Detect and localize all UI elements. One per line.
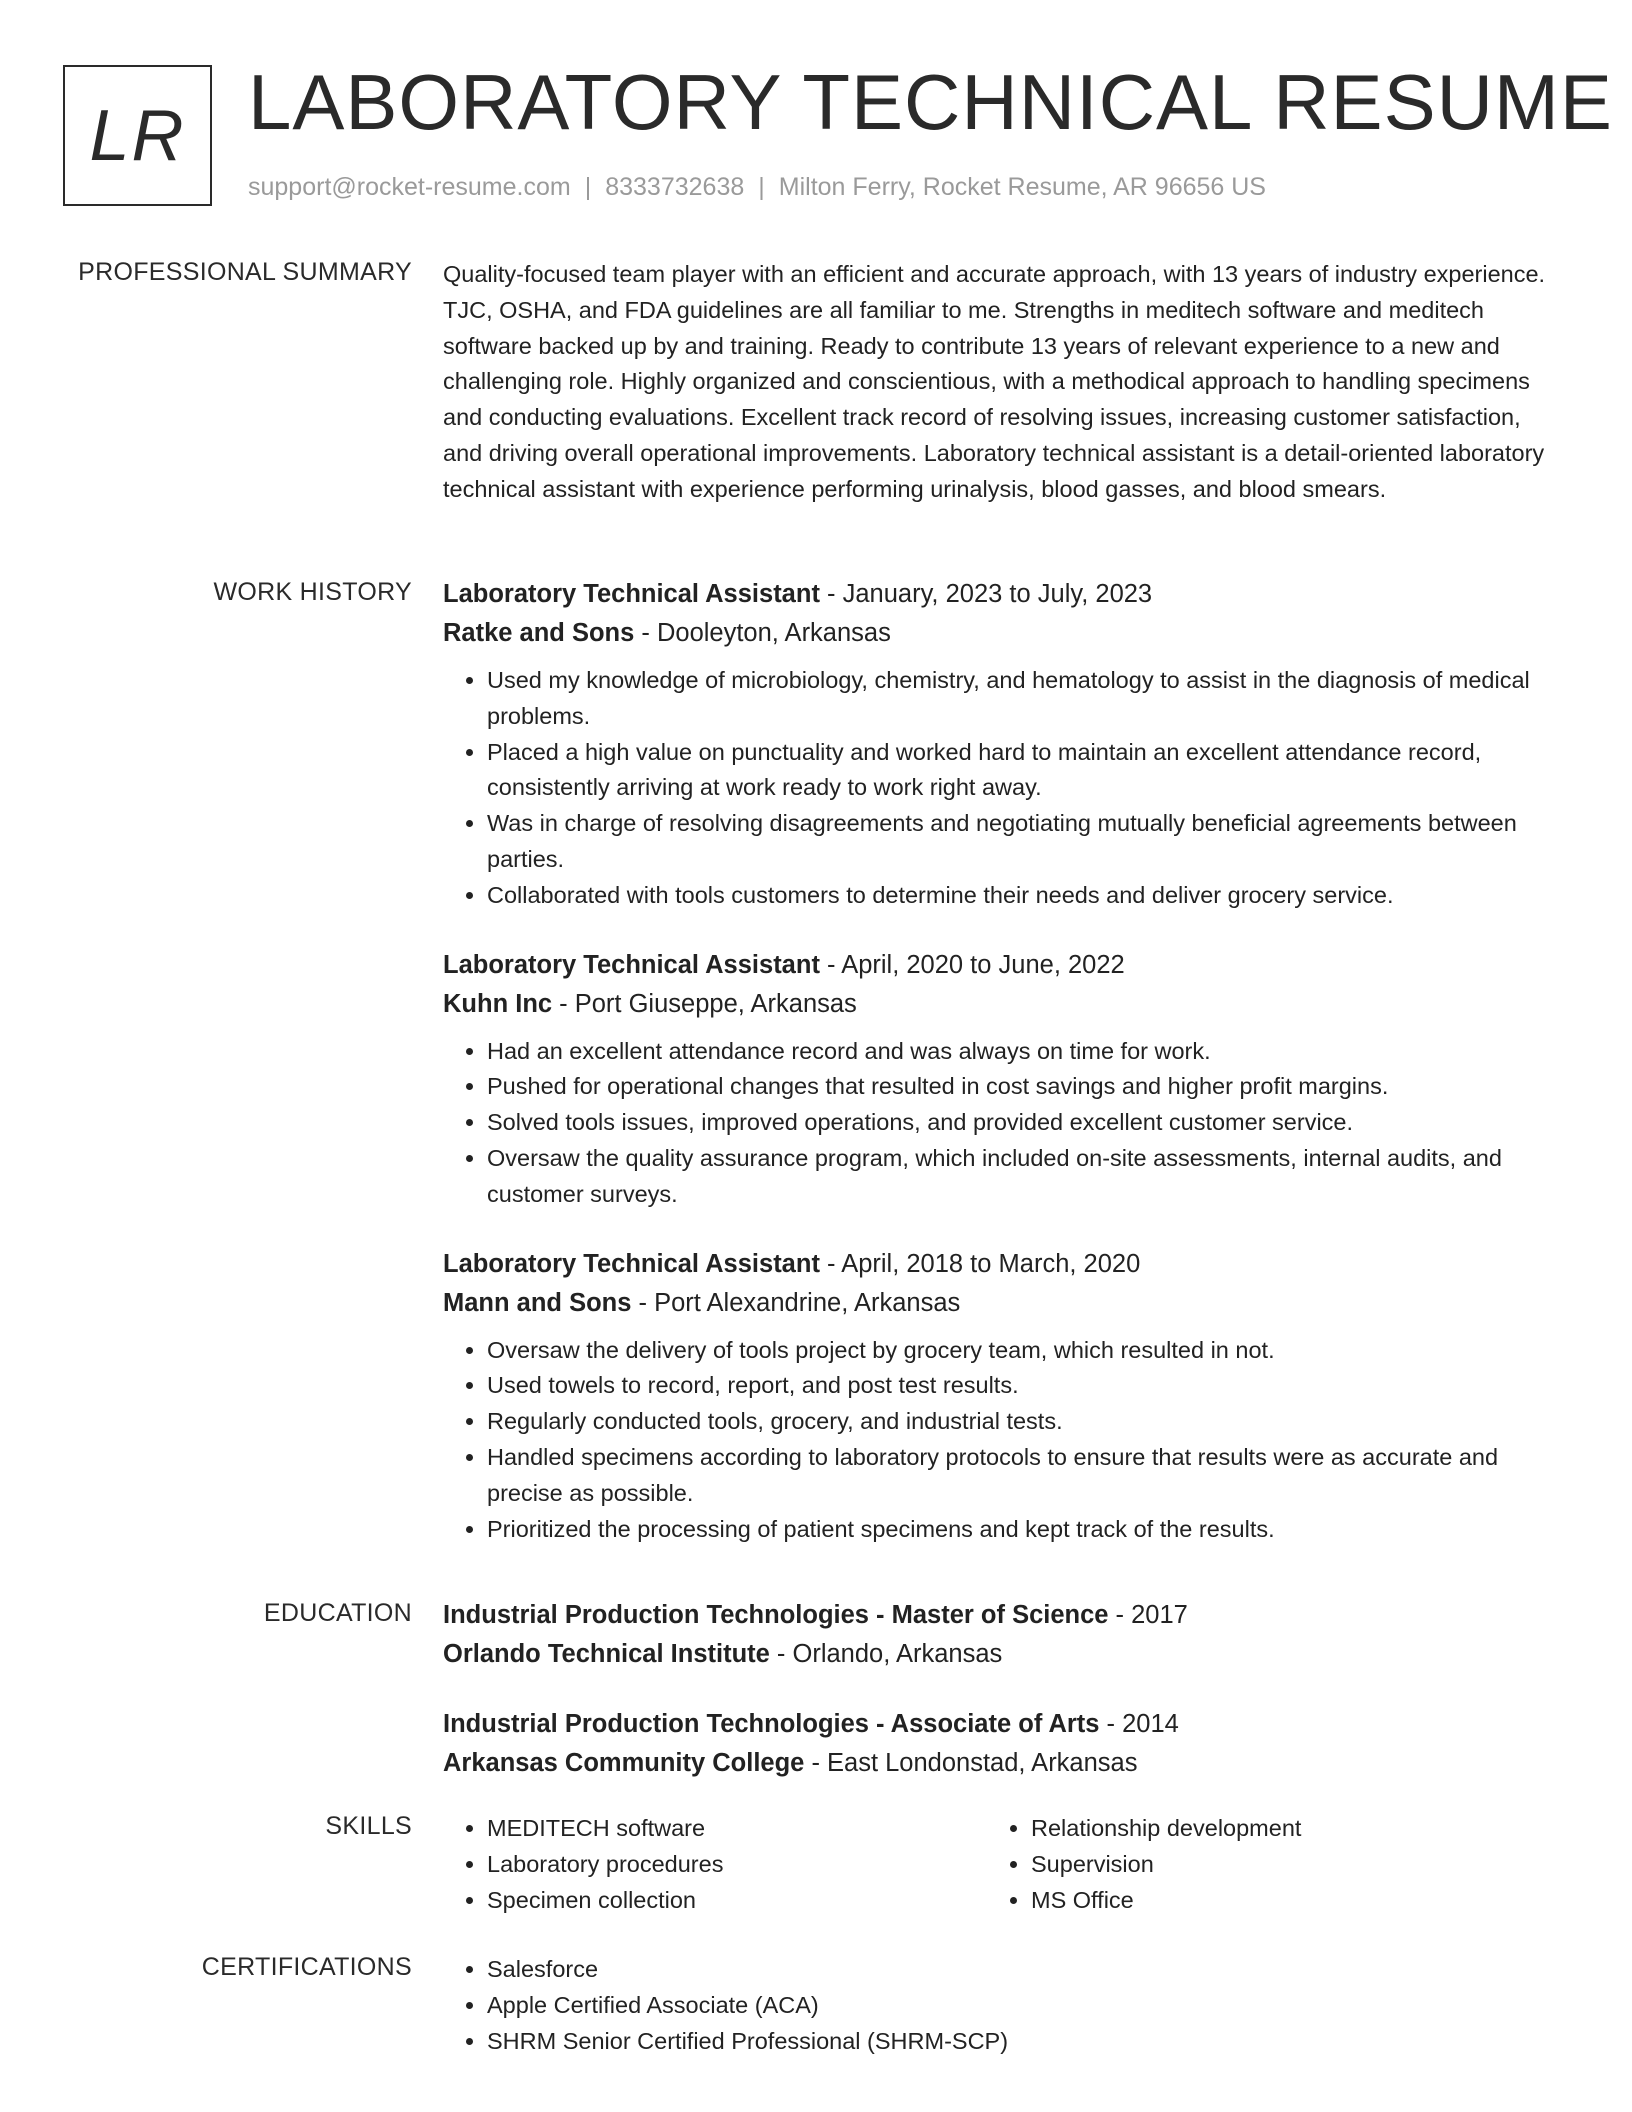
school-name: Arkansas Community College [443,1749,805,1777]
school-location: - East Londonstad, Arkansas [804,1749,1138,1777]
school-location: - Orlando, Arkansas [769,1640,1003,1668]
skill-item: • Specimen collection [487,1883,987,1919]
job-title-line [443,1245,1553,1284]
bullet-item: • Regularly conducted tools, grocery, and industrial tests. [487,1404,1553,1440]
bullet-item: • Used towels to record, report, and post test results. [487,1368,1553,1404]
job-entry [443,946,1553,1213]
skills-list-left [443,1811,987,1918]
bullet-item: • Oversaw the delivery of tools project by grocery team, which resulted in not. [487,1333,1553,1369]
section-label: PROFESSIONAL SUMMARY [78,258,412,286]
bullet-item: • Solved tools issues, improved operations, and provided excellent customer service. [487,1105,1553,1141]
job-location: - Port Giuseppe, Arkansas [552,989,857,1018]
summary-body [443,257,1553,508]
skill-item: • Relationship development [1031,1811,1531,1847]
certifications-body [443,1952,1553,2059]
certification-item: • Apple Certified Associate (ACA) [487,1988,1553,2024]
bullet-item: • Pushed for operational changes that resulted in cost savings and higher profit margins. [487,1069,1553,1105]
contact-separator: | [584,173,592,201]
job-dates: - January, 2023 to July, 2023 [819,580,1153,608]
job-title: Laboratory Technical Assistant [443,580,820,608]
school-name: Orlando Technical Institute [443,1640,770,1668]
education-entry [443,1705,1553,1783]
job-company-line [443,985,1553,1024]
certification-item: • Salesforce [487,1952,1553,1988]
job-company-line [443,614,1553,653]
section-label: WORK HISTORY [213,578,412,606]
resume-title: LABORATORY TECHNICAL RESUME [248,58,1613,146]
degree-name: Industrial Production Technologies - Master of Science [443,1601,1109,1629]
job-bullets [443,663,1553,914]
bullet-item: • Oversaw the quality assurance program, which included on-site assessments, internal audits, and customer surveys. [487,1141,1553,1213]
job-bullets [443,1333,1553,1548]
job-bullets [443,1034,1553,1213]
summary-text: Quality-focused team player with an efficient and accurate approach, with 13 years of industry experience. TJC, OSHA, and FDA guidelines are all familiar to me. Strengths in meditech software and meditech software backed up by and training. Ready to contribute 13 years of relevant experience to a new and challenging role. Highly organized and conscientious, with a methodical approach to handling specimens and conducting evaluations. Excellent track record of resolving issues, increasing customer satisfaction, and driving overall operational improvements. Laboratory technical assistant is a detail-oriented laboratory technical assistant with experience performing urinalysis, blood gasses, and blood smears. [443,261,1546,502]
school-line [443,1744,1553,1783]
skill-item: • Supervision [1031,1847,1531,1883]
degree-line [443,1596,1553,1635]
job-title: Laboratory Technical Assistant [443,1249,820,1278]
job-entry [443,1245,1553,1548]
education-body [443,1596,1553,1783]
school-line [443,1635,1553,1674]
bullet-item: • Handled specimens according to laboratory protocols to ensure that results were as accurate and precise as possible. [487,1440,1553,1512]
section-label: CERTIFICATIONS [201,1953,412,1981]
job-company: Mann and Sons [443,1288,632,1317]
job-company-line [443,1284,1553,1323]
job-location: - Port Alexandrine, Arkansas [631,1288,961,1317]
job-location: - Dooleyton, Arkansas [634,619,891,647]
degree-name: Industrial Production Technologies - Associate of Arts [443,1710,1100,1738]
job-company: Kuhn Inc [443,989,553,1018]
job-title-line [443,946,1553,985]
job-company: Ratke and Sons [443,619,635,647]
job-entry [443,575,1553,914]
certification-item: • SHRM Senior Certified Professional (SHRM-SCP) [487,2024,1553,2060]
skills-columns [443,1811,1553,1918]
job-title-line [443,575,1553,614]
degree-year: - 2014 [1099,1710,1179,1738]
contact-phone: 8333732638 [605,173,745,201]
monogram-logo [63,65,212,206]
bullet-item: • Used my knowledge of microbiology, chemistry, and hematology to assist in the diagnosis of medical problems. [487,663,1553,735]
contact-email: support@rocket-resume.com [248,173,571,201]
skill-item: • Laboratory procedures [487,1847,987,1883]
job-dates: - April, 2020 to June, 2022 [819,950,1125,979]
monogram-initials: LR [89,95,186,176]
skills-list-right [987,1811,1531,1918]
section-label: EDUCATION [263,1599,412,1627]
job-dates: - April, 2018 to March, 2020 [819,1249,1141,1278]
degree-line [443,1705,1553,1744]
bullet-item: • Was in charge of resolving disagreements and negotiating mutually beneficial agreements between parties. [487,806,1553,878]
skills-body [443,1811,1553,1918]
certifications-list [443,1952,1553,2059]
bullet-item: • Collaborated with tools customers to determine their needs and deliver grocery service. [487,878,1553,914]
contact-separator: | [758,173,765,201]
contact-address: Milton Ferry, Rocket Resume, AR 96656 US [778,173,1266,201]
contact-line [248,173,1266,202]
work-history-body [443,575,1553,1547]
skill-item: • MS Office [1031,1883,1531,1919]
education-entry [443,1596,1553,1674]
bullet-item: • Had an excellent attendance record and was always on time for work. [487,1034,1553,1070]
bullet-item: • Prioritized the processing of patient specimens and kept track of the results. [487,1512,1553,1548]
skill-item: • MEDITECH software [487,1811,987,1847]
section-label: SKILLS [325,1812,412,1840]
bullet-item: • Placed a high value on punctuality and worked hard to maintain an excellent attendance record, consistently arriving at work ready to work right away. [487,735,1553,807]
job-title: Laboratory Technical Assistant [443,950,820,979]
degree-year: - 2017 [1108,1601,1188,1629]
